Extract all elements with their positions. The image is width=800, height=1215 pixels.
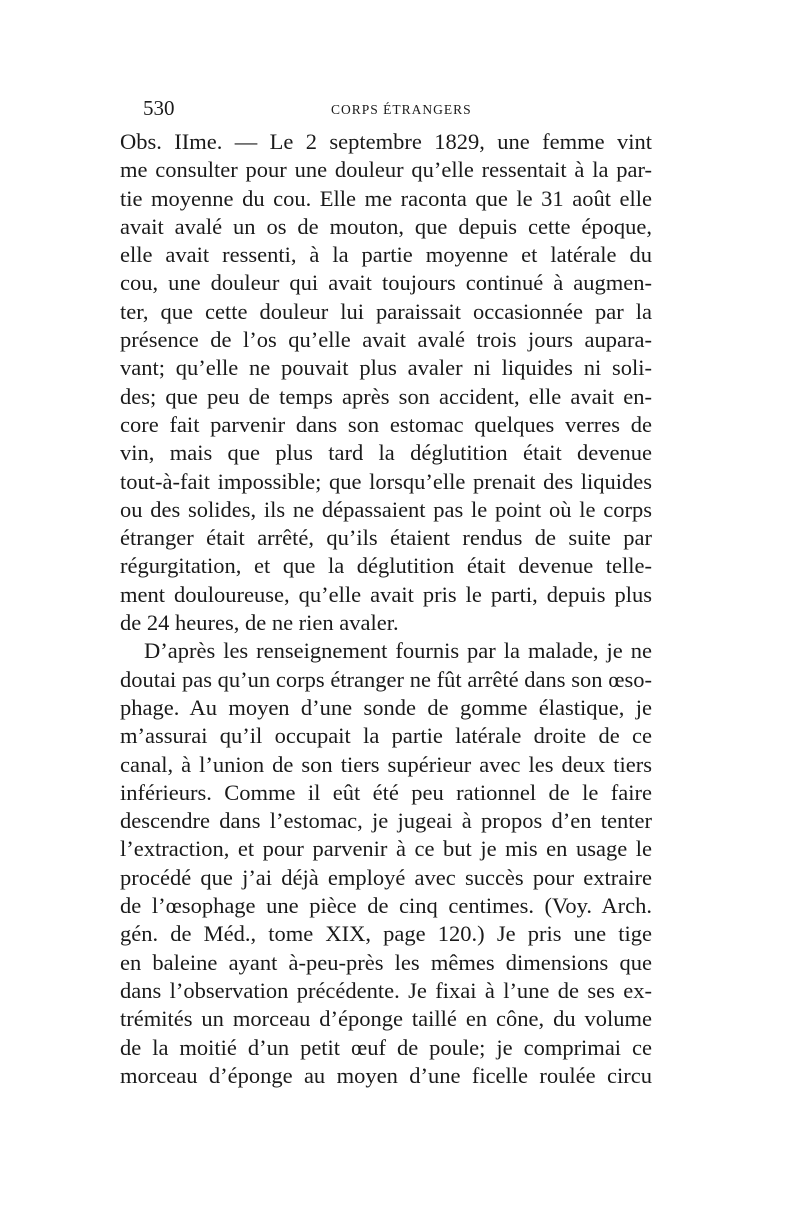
paragraph-start-line: D’après les renseignement fournis par la malade, je ne	[144, 638, 652, 664]
text-line: étranger était arrêté, qu’ils étaient rendus de suite par	[120, 525, 652, 551]
text-line: phage. Au moyen d’une sonde de gomme élastique, je	[120, 694, 652, 720]
text-line: ment douloureuse, qu’elle avait pris le parti, depuis plus	[120, 581, 652, 607]
text-line: des; que peu de temps après son accident, elle avait en-	[120, 383, 652, 409]
running-head: CORPS ÉTRANGERS	[331, 102, 472, 117]
text-line: gén. de Méd., tome XIX, page 120.) Je pris une tige	[120, 921, 652, 947]
text-line: morceau d’éponge au moyen d’une ficelle roulée circu	[120, 1062, 652, 1088]
body-text	[120, 128, 652, 1090]
text-line: vant; qu’elle ne pouvait plus avaler ni liquides ni soli-	[120, 355, 652, 381]
text-line: canal, à l’union de son tiers supérieur avec les deux tiers	[120, 751, 652, 777]
text-line: tout-à-fait impossible; que lorsqu’elle prenait des liquides	[120, 468, 652, 494]
text-line: me consulter pour une douleur qu’elle ressentait à la par-	[120, 157, 652, 183]
page-header	[143, 96, 663, 122]
text-line: descendre dans l’estomac, je jugeai à propos d’en tenter	[120, 808, 652, 834]
text-line: inférieurs. Comme il eût été peu rationnel de le faire	[120, 779, 652, 805]
text-line: procédé que j’ai déjà employé avec succès pour extraire	[120, 864, 652, 890]
text-line: doutai pas qu’un corps étranger ne fût arrêté dans son œso-	[120, 666, 652, 692]
text-line: ou des solides, ils ne dépassaient pas le point où le corps	[120, 496, 652, 522]
text-line: tie moyenne du cou. Elle me raconta que le 31 août elle	[120, 185, 652, 211]
text-line: vin, mais que plus tard la déglutition était devenue	[120, 440, 652, 466]
text-line: m’assurai qu’il occupait la partie latérale droite de ce	[120, 723, 652, 749]
text-line: trémités un morceau d’éponge taillé en cône, du volume	[120, 1006, 652, 1032]
text-line: de la moitié d’un petit œuf de poule; je comprimai ce	[120, 1034, 652, 1060]
page-number: 530	[143, 96, 175, 120]
text-line: l’extraction, et pour parvenir à ce but je mis en usage le	[120, 836, 652, 862]
text-line: en baleine ayant à-peu-près les mêmes dimensions que	[120, 949, 652, 975]
text-line: de l’œsophage une pièce de cinq centimes. (Voy. Arch.	[120, 893, 652, 919]
text-line: cou, une douleur qui avait toujours continué à augmen-	[120, 270, 652, 296]
text-line: elle avait ressenti, à la partie moyenne et latérale du	[120, 242, 652, 268]
text-line: avait avalé un os de mouton, que depuis cette époque,	[120, 213, 652, 239]
paragraph-end-line: de 24 heures, de ne rien avaler.	[120, 610, 399, 636]
text-line: présence de l’os qu’elle avait avalé trois jours aupara-	[120, 327, 652, 353]
text-line: régurgitation, et que la déglutition était devenue telle-	[120, 553, 652, 579]
text-line: Obs. IIme. — Le 2 septembre 1829, une femme vint	[120, 129, 652, 154]
text-line: dans l’observation précédente. Je fixai à l’une de ses ex-	[120, 977, 652, 1003]
text-line: core fait parvenir dans son estomac quelques verres de	[120, 411, 652, 437]
text-line: ter, que cette douleur lui paraissait occasionnée par la	[120, 298, 652, 324]
